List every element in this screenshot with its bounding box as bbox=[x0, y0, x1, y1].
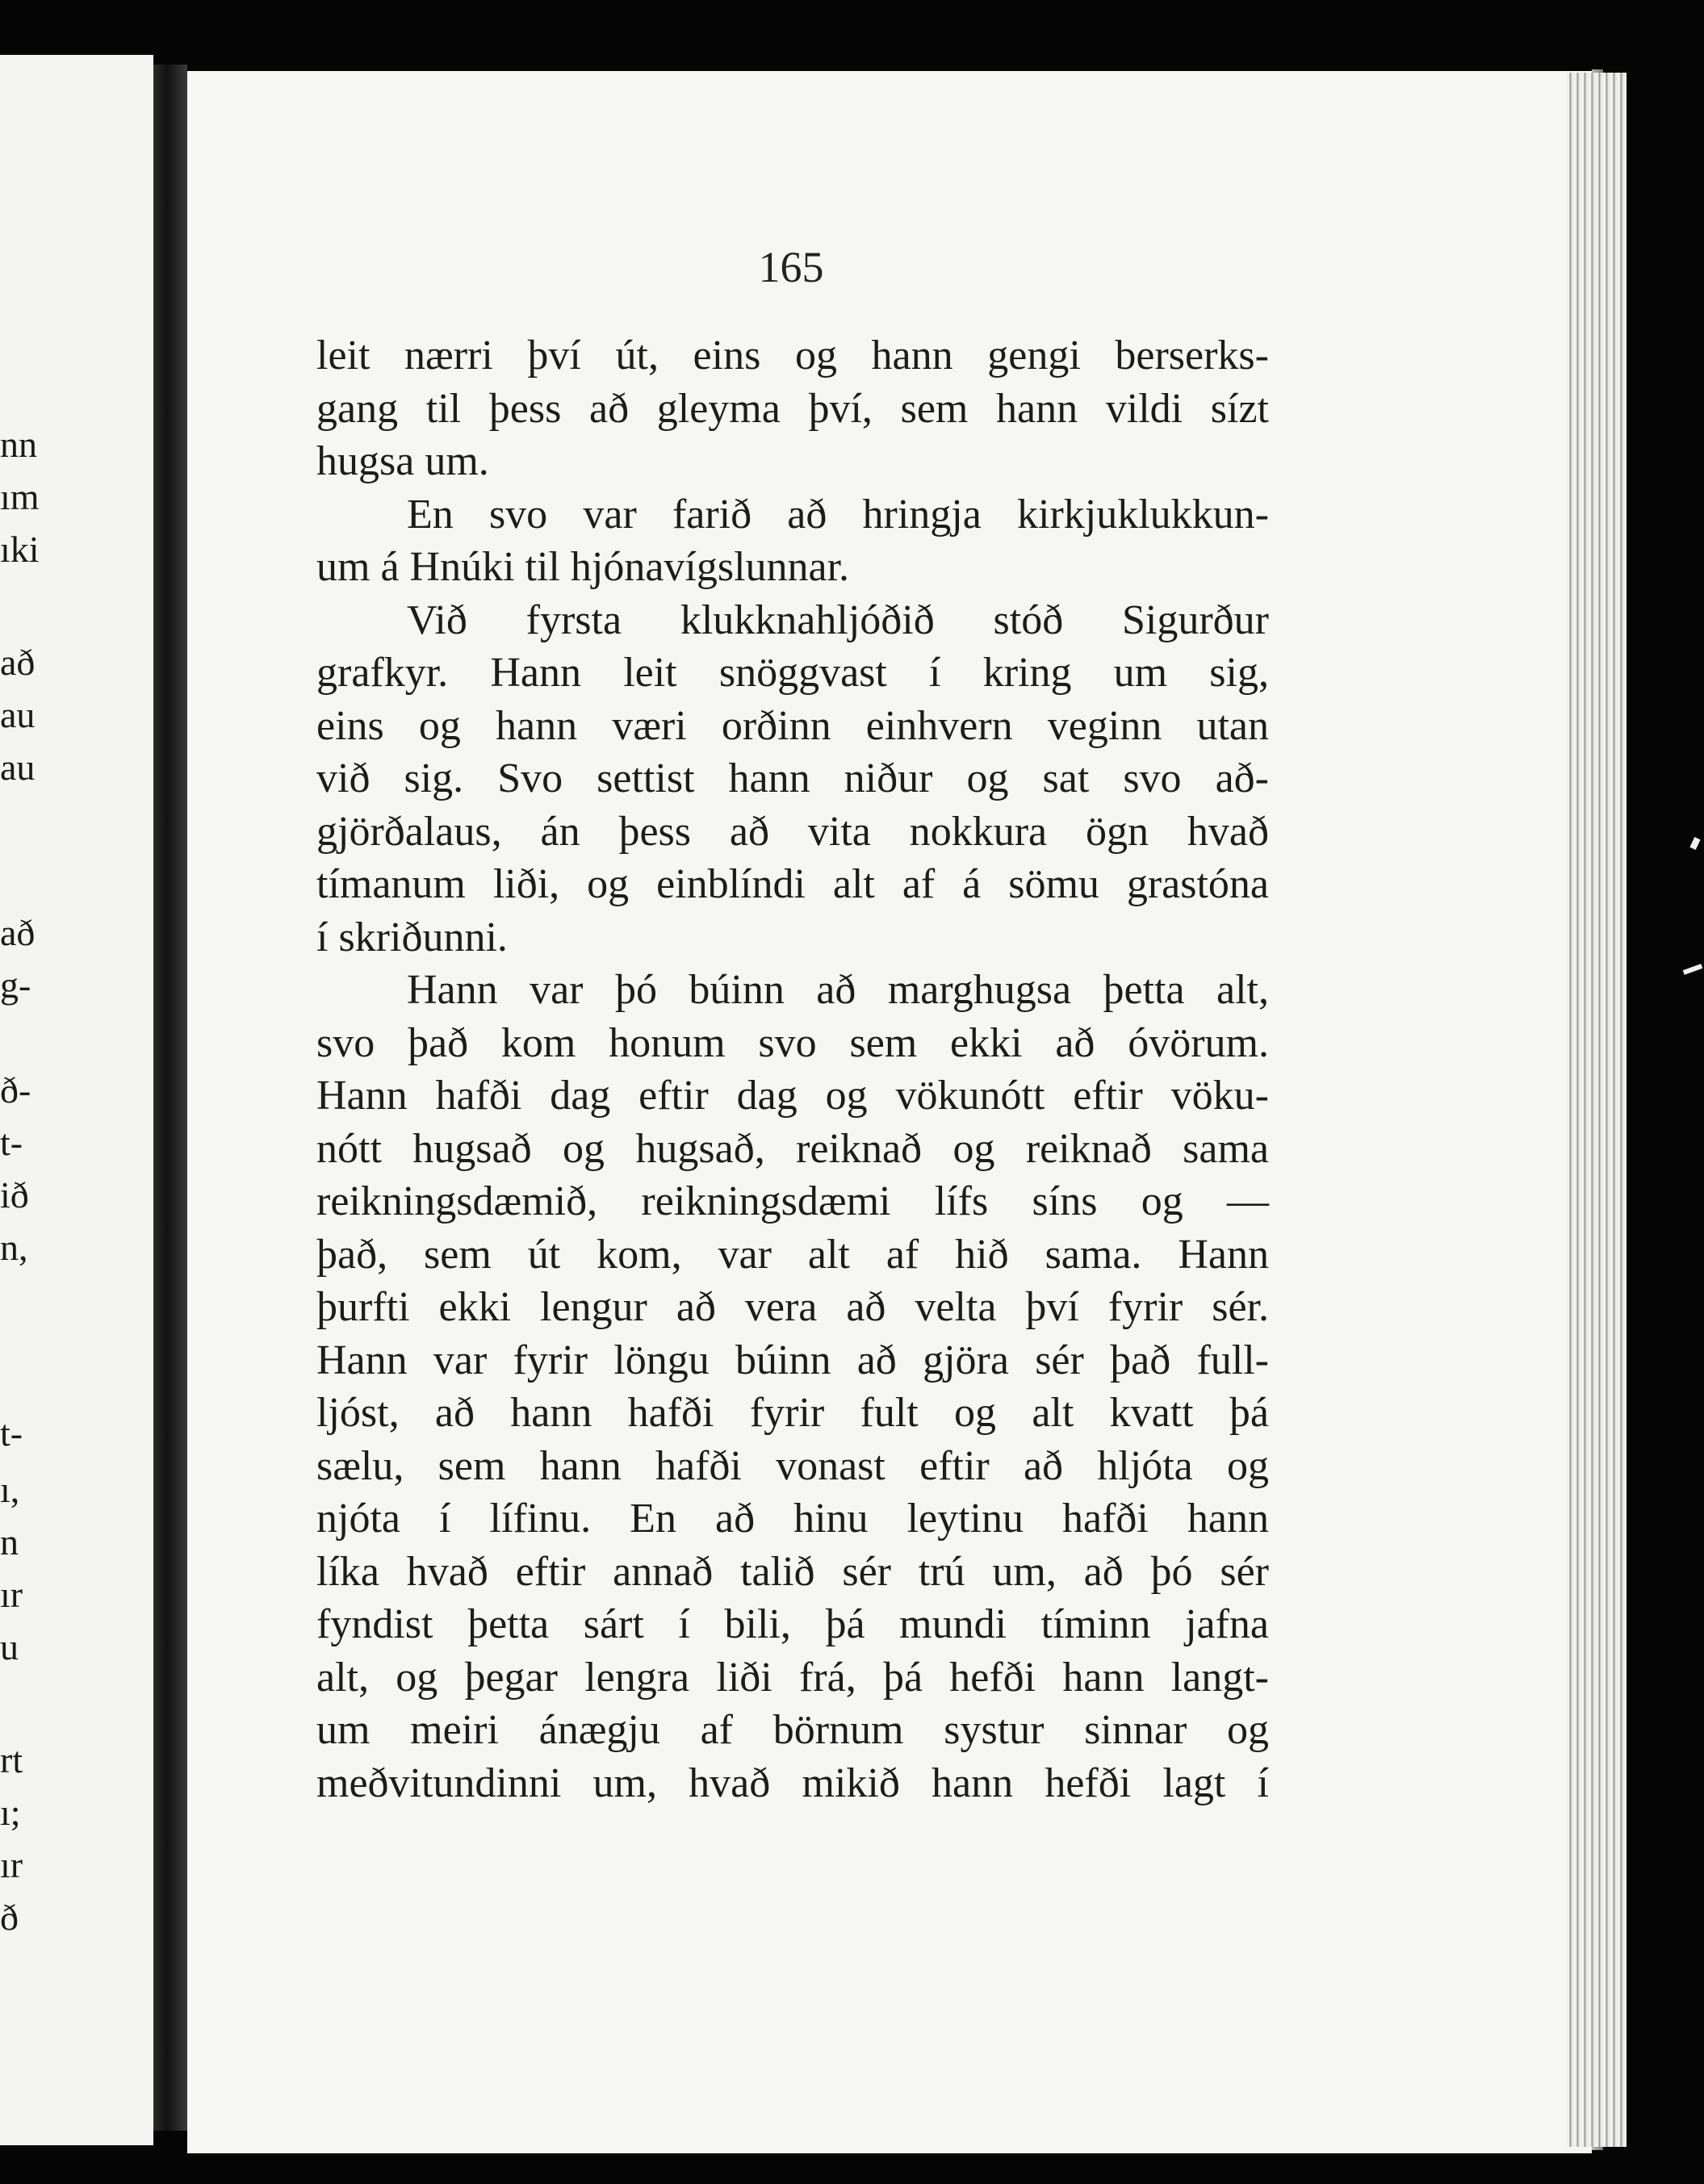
text-line: alt, og þegar lengra liði frá, þá hefði hann langt- bbox=[316, 1654, 1269, 1701]
text-line: gjörðalaus, án þess að vita nokkura ögn hvað bbox=[316, 808, 1269, 855]
text-line: Hann hafði dag eftir dag og vökunótt eftir vöku- bbox=[316, 1073, 1269, 1119]
left-fragment: ð- bbox=[0, 1069, 31, 1111]
text-line: ljóst, að hann hafði fyrir fult og alt kvatt þá bbox=[316, 1390, 1269, 1436]
left-fragment: ið bbox=[0, 1174, 29, 1215]
left-fragment: g- bbox=[0, 964, 31, 1006]
text-line: Hann var fyrir löngu búinn að gjöra sér það full- bbox=[316, 1337, 1269, 1383]
text-line: hugsa um. bbox=[316, 438, 489, 484]
left-fragment: að bbox=[0, 642, 36, 683]
text-line: þurfti ekki lengur að vera að velta því fyrir sér. bbox=[316, 1284, 1269, 1330]
text-line: líka hvað eftir annað talið sér trú um, að þó sér bbox=[316, 1548, 1269, 1595]
text-line: svo það kom honum svo sem ekki að óvörum. bbox=[316, 1019, 1269, 1066]
text-line: njóta í lífinu. En að hinu leytinu hafði hann bbox=[316, 1496, 1269, 1542]
left-fragment: ır bbox=[0, 1574, 23, 1615]
left-fragment: t- bbox=[0, 1412, 23, 1454]
text-line: fyndist þetta sárt í bili, þá mundi tíminn jafna bbox=[316, 1601, 1269, 1647]
left-fragment: u bbox=[0, 1626, 19, 1667]
text-line: það, sem út kom, var alt af hið sama. Hann bbox=[316, 1231, 1269, 1278]
left-fragment: n bbox=[0, 1521, 19, 1563]
text-line: nótt hugsað og hugsað, reiknað og reiknað sama bbox=[316, 1125, 1269, 1172]
left-fragment: ır bbox=[0, 1844, 23, 1885]
text-line: En svo var farið að hringja kirkjuklukkun- bbox=[407, 491, 1269, 538]
text-line: gang til þess að gleyma því, sem hann vildi sízt bbox=[316, 385, 1269, 432]
text-line: leit nærri því út, eins og hann gengi berserks- bbox=[316, 333, 1269, 379]
left-fragment: nn bbox=[0, 424, 37, 465]
left-fragment: n, bbox=[0, 1227, 28, 1268]
text-line: Við fyrsta klukknahljóðið stóð Sigurður bbox=[407, 596, 1269, 643]
text-line: reikningsdæmið, reikningsdæmi lífs síns og — bbox=[316, 1178, 1269, 1224]
left-facing-page bbox=[0, 55, 153, 2145]
left-fragment: ıki bbox=[0, 529, 40, 570]
text-line: í skriðunni. bbox=[316, 914, 508, 960]
page-number: 165 bbox=[758, 243, 824, 291]
text-line: sælu, sem hann hafði vonast eftir að hljóta og bbox=[316, 1442, 1269, 1489]
page-edges bbox=[1566, 73, 1627, 2147]
body-text bbox=[316, 329, 1269, 1810]
left-fragment: au bbox=[0, 747, 36, 788]
text-line: eins og hann væri orðinn einhvern veginn utan bbox=[316, 702, 1269, 749]
text-line: um meiri ánægju af börnum systur sinnar og bbox=[316, 1707, 1269, 1753]
left-fragment: t- bbox=[0, 1122, 23, 1163]
left-fragment: au bbox=[0, 694, 36, 735]
left-fragment: ı; bbox=[0, 1792, 21, 1833]
scan-speck bbox=[1689, 837, 1700, 850]
left-fragment: ð bbox=[0, 1897, 19, 1938]
text-line: meðvitundinni um, hvað mikið hann hefði lagt í bbox=[316, 1759, 1269, 1806]
text-line: grafkyr. Hann leit snöggvast í kring um sig, bbox=[316, 650, 1269, 696]
text-line: Hann var þó búinn að marghugsa þetta alt, bbox=[407, 967, 1269, 1013]
left-fragment: ı, bbox=[0, 1469, 20, 1510]
text-line: um á Hnúki til hjónavígslunnar. bbox=[316, 544, 850, 590]
left-fragment: rt bbox=[0, 1739, 23, 1780]
left-fragment: að bbox=[0, 912, 36, 953]
text-line: tímanum liði, og einblíndi alt af á sömu grastóna bbox=[316, 861, 1269, 907]
scan-speck bbox=[1683, 964, 1703, 975]
left-fragment: ım bbox=[0, 476, 40, 517]
book-gutter bbox=[153, 65, 187, 2131]
text-line: við sig. Svo settist hann niður og sat svo að- bbox=[316, 755, 1269, 801]
